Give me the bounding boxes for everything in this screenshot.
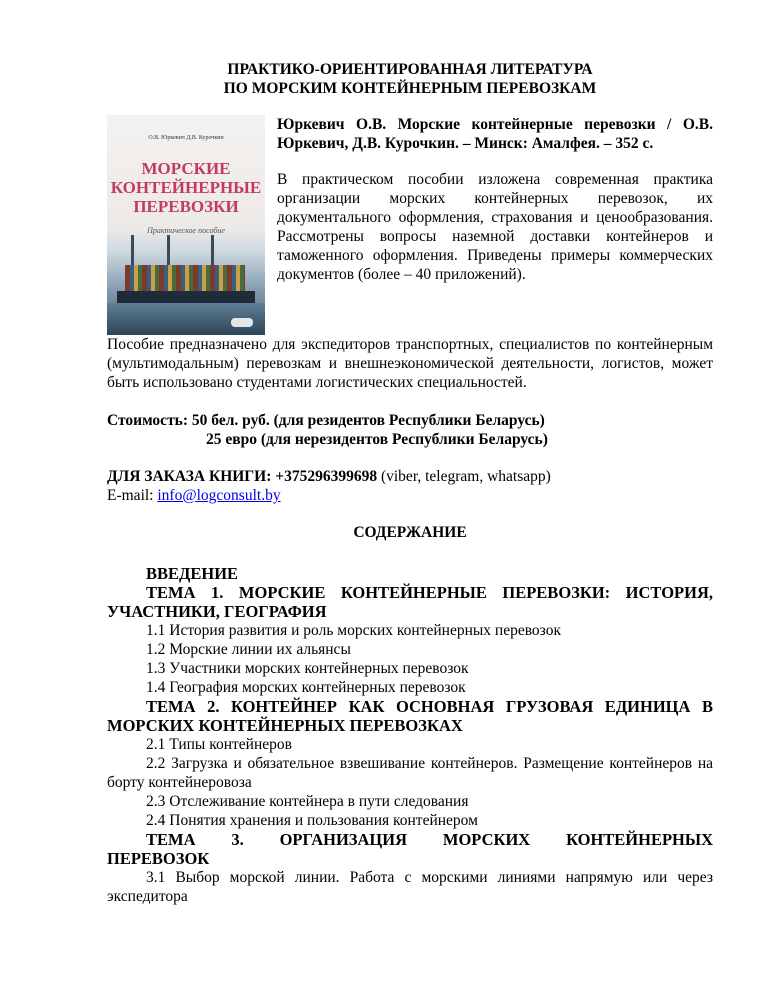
cover-subtitle: Практическое пособие <box>147 226 225 235</box>
toc-item: 1.3 Участники морских контейнерных перевозок <box>146 660 469 677</box>
table-of-contents <box>107 564 713 906</box>
book-annotation-2: Пособие предназначено для экспедиторов транспортных, специалистов по контейнерным (мультимодальным) перевозкам и внешнеэкономической деятельности, логистов, может быть использовано студентами логистических специальностей. <box>107 336 713 391</box>
document-page <box>107 60 713 906</box>
order-phone: ДЛЯ ЗАКАЗА КНИГИ: +375296399698 <box>107 468 378 485</box>
order-block <box>107 467 713 505</box>
price-eur: 25 евро (для нерезидентов Республики Беларусь) <box>206 431 548 448</box>
title-line-1: ПРАКТИКО-ОРИЕНТИРОВАННАЯ ЛИТЕРАТУРА <box>227 61 593 78</box>
toc-item: 2.2 Загрузка и обязательное взвешивание контейнеров. Размещение контейнеров на борту контейнеровоза <box>107 755 713 791</box>
toc-item: 2.4 Понятия хранения и пользования контейнером <box>146 812 478 829</box>
cover-title: МОРСКИЕ КОНТЕЙНЕРНЫЕ ПЕРЕВОЗКИ <box>110 159 262 216</box>
cover-containers <box>125 265 245 293</box>
toc-item: 1.2 Морские линии их альянсы <box>146 641 351 658</box>
toc-item: 1.1 История развития и роль морских контейнерных перевозок <box>146 622 561 639</box>
book-annotation-1: В практическом пособии изложена современная практика организации морских контейнерных перевозок, их документального оформления, страхования и ценообразования. Рассмотрены вопросы наземной доставки контейнеров и таможенного оформления. Приведены примеры коммерческих документов (более – 40 приложений). <box>277 171 713 283</box>
email-label: E-mail: <box>107 487 158 504</box>
title-line-2: ПО МОРСКИМ КОНТЕЙНЕРНЫМ ПЕРЕВОЗКАМ <box>223 80 597 97</box>
book-reference: Юркевич О.В. Морские контейнерные перевозки / О.В. Юркевич, Д.В. Курочкин. – Минск: Амалфея. – 352 с. <box>277 116 713 152</box>
toc-intro: ВВЕДЕНИЕ <box>146 564 239 583</box>
order-messengers: (viber, telegram, whatsapp) <box>377 468 551 485</box>
price-byn: 50 бел. руб. (для резидентов Республики Беларусь) <box>191 412 545 429</box>
cover-ship-hull <box>117 291 255 303</box>
toc-item: 1.4 География морских контейнерных перевозок <box>146 679 466 696</box>
toc-item: 3.1 Выбор морской линии. Работа с морскими линиями напрямую или через экспедитора <box>107 869 713 905</box>
toc-theme-1: ТЕМА 1. МОРСКИЕ КОНТЕЙНЕРНЫЕ ПЕРЕВОЗКИ: ИСТОРИЯ, УЧАСТНИКИ, ГЕОГРАФИЯ <box>107 583 713 621</box>
book-cover-image <box>107 115 265 335</box>
cover-authors: О.В. Юркевич Д.В. Курочкин <box>148 135 224 141</box>
toc-item: 2.3 Отслеживание контейнера в пути следования <box>146 793 469 810</box>
cover-publisher-logo <box>231 318 253 327</box>
toc-theme-3: ТЕМА 3. ОРГАНИЗАЦИЯ МОРСКИХ КОНТЕЙНЕРНЫХ ПЕРЕВОЗОК <box>107 830 713 868</box>
price-label: Стоимость: <box>107 412 189 429</box>
email-link[interactable]: info@logconsult.by <box>157 487 281 504</box>
toc-theme-2: ТЕМА 2. КОНТЕЙНЕР КАК ОСНОВНАЯ ГРУЗОВАЯ ЕДИНИЦА В МОРСКИХ КОНТЕЙНЕРНЫХ ПЕРЕВОЗКАХ <box>107 697 713 735</box>
toc-item: 2.1 Типы контейнеров <box>146 736 292 753</box>
toc-heading: СОДЕРЖАНИЕ <box>353 524 467 541</box>
document-title <box>107 60 713 98</box>
price-block <box>107 411 713 449</box>
book-block <box>107 115 713 335</box>
